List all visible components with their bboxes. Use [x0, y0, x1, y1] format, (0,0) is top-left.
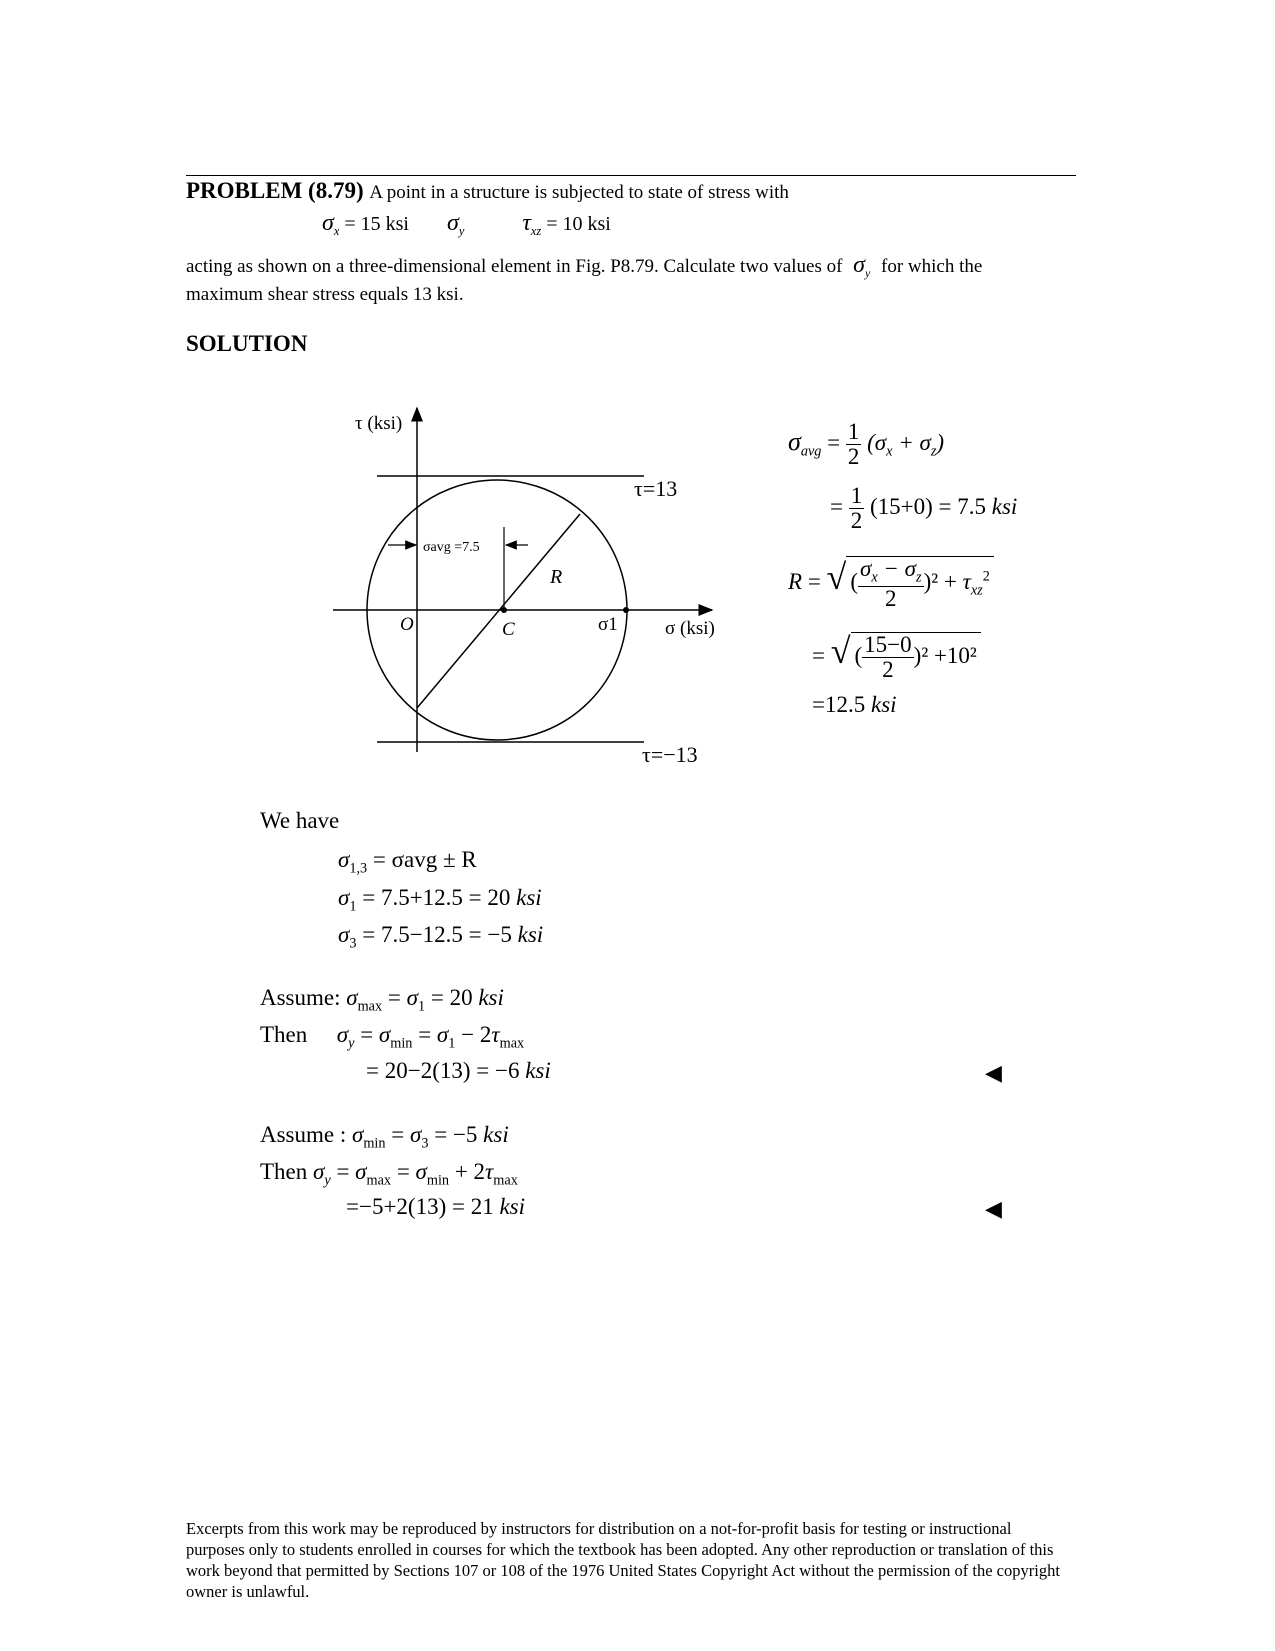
sigma1-point [623, 607, 629, 613]
problem-intro: A point in a structure is subjected to state of stress with [369, 182, 789, 203]
then-1-result: = 20−2(13) = −6 ksi [366, 1058, 551, 1083]
assume-1-line: Assume: $\sigma_{max} = \sigma_1 = 20$ ksi [260, 985, 504, 1015]
center-point [501, 607, 507, 613]
problem-line-2: maximum shear stress equals 13 ksi. [186, 284, 464, 305]
problem-label: PROBLEM (8.79) [186, 178, 364, 203]
savg-label: σavg =7.5 [423, 540, 480, 555]
then-2-line: Then $\sigma_y = \sigma_{max} = \sigma_{min} + 2\tau_{max}$ [260, 1159, 518, 1189]
assume-2-line: Assume : $\sigma_{min} = \sigma_3 = -5$ ksi [260, 1122, 509, 1152]
center-label: C [502, 619, 515, 640]
given-stress-line: $\sigma_x = 15$ ksi $\sigma_y$ $\tau_{xz} = 10$ ksi [322, 210, 611, 238]
problem-line-1: acting as shown on a three-dimensional element in Fig. P8.79. Calculate two values of $\sigma_y$ for which the [186, 252, 983, 280]
sigma-x-value: = 15 ksi [344, 213, 409, 235]
radius-numeric: = √( $\frac{15-0}{2}$ )² +10² [812, 630, 981, 682]
tau-top-label: τ=13 [634, 476, 678, 501]
sigma-axis-label: σ (ksi) [665, 618, 715, 639]
copyright-footer: Excerpts from this work may be reproduced by instructors for distribution on a not-for-profit basis for testing or instructional purposes only to students enrolled in courses for which the textbook has been adopted. Any other reproduction or translation of this work beyond that permitted by Sections 107 or 108 of the 1976 United States Copyright Act without the permission of the copyright owner is unlawful. [186, 1519, 1060, 1601]
sigma13-equation: $\sigma_{1,3} = \sigma avg \pm R$ [338, 847, 477, 877]
then-2-result: =−5+2(13) = 21 ksi [346, 1194, 526, 1219]
tau-xz-value: = 10 ksi [546, 213, 611, 235]
mohrs-circle-diagram [0, 0, 760, 780]
tau-axis-label: τ (ksi) [355, 413, 403, 434]
then-1-line: Then $\sigma_y = \sigma_{min} = \sigma_1 - 2\tau_{max}$ [260, 1022, 525, 1052]
sigma-avg-formula: $\sigma_{avg}$ = $\frac{1}{2}$ $(\sigma_x + \sigma_z)$ [788, 419, 945, 470]
sigma1-equation: $\sigma_1 = 7.5+12.5 = 20$ ksi [338, 885, 542, 915]
origin-label: O [400, 614, 414, 635]
sigma1-label: σ1 [598, 614, 618, 635]
tau-bottom-label: τ=−13 [642, 742, 698, 767]
sigma-avg-numeric: = $\frac{1}{2}$ (15+0) = 7.5 ksi [830, 483, 1018, 534]
radius-label: R [550, 566, 563, 588]
answer-marker-1: ◀ [985, 1060, 1002, 1085]
sigma3-equation: $\sigma_3 = 7.5-12.5 = -5$ ksi [338, 922, 544, 952]
radius-result: =12.5 ksi [812, 692, 897, 717]
solution-heading: SOLUTION [186, 331, 308, 356]
we-have-label: We have [260, 808, 340, 833]
radius-formula: R = √( $\frac{\sigma_x - \sigma_z}{2}$ )$^2 + \tau_{xz}^2$ [788, 556, 994, 611]
answer-marker-2: ◀ [985, 1196, 1002, 1221]
